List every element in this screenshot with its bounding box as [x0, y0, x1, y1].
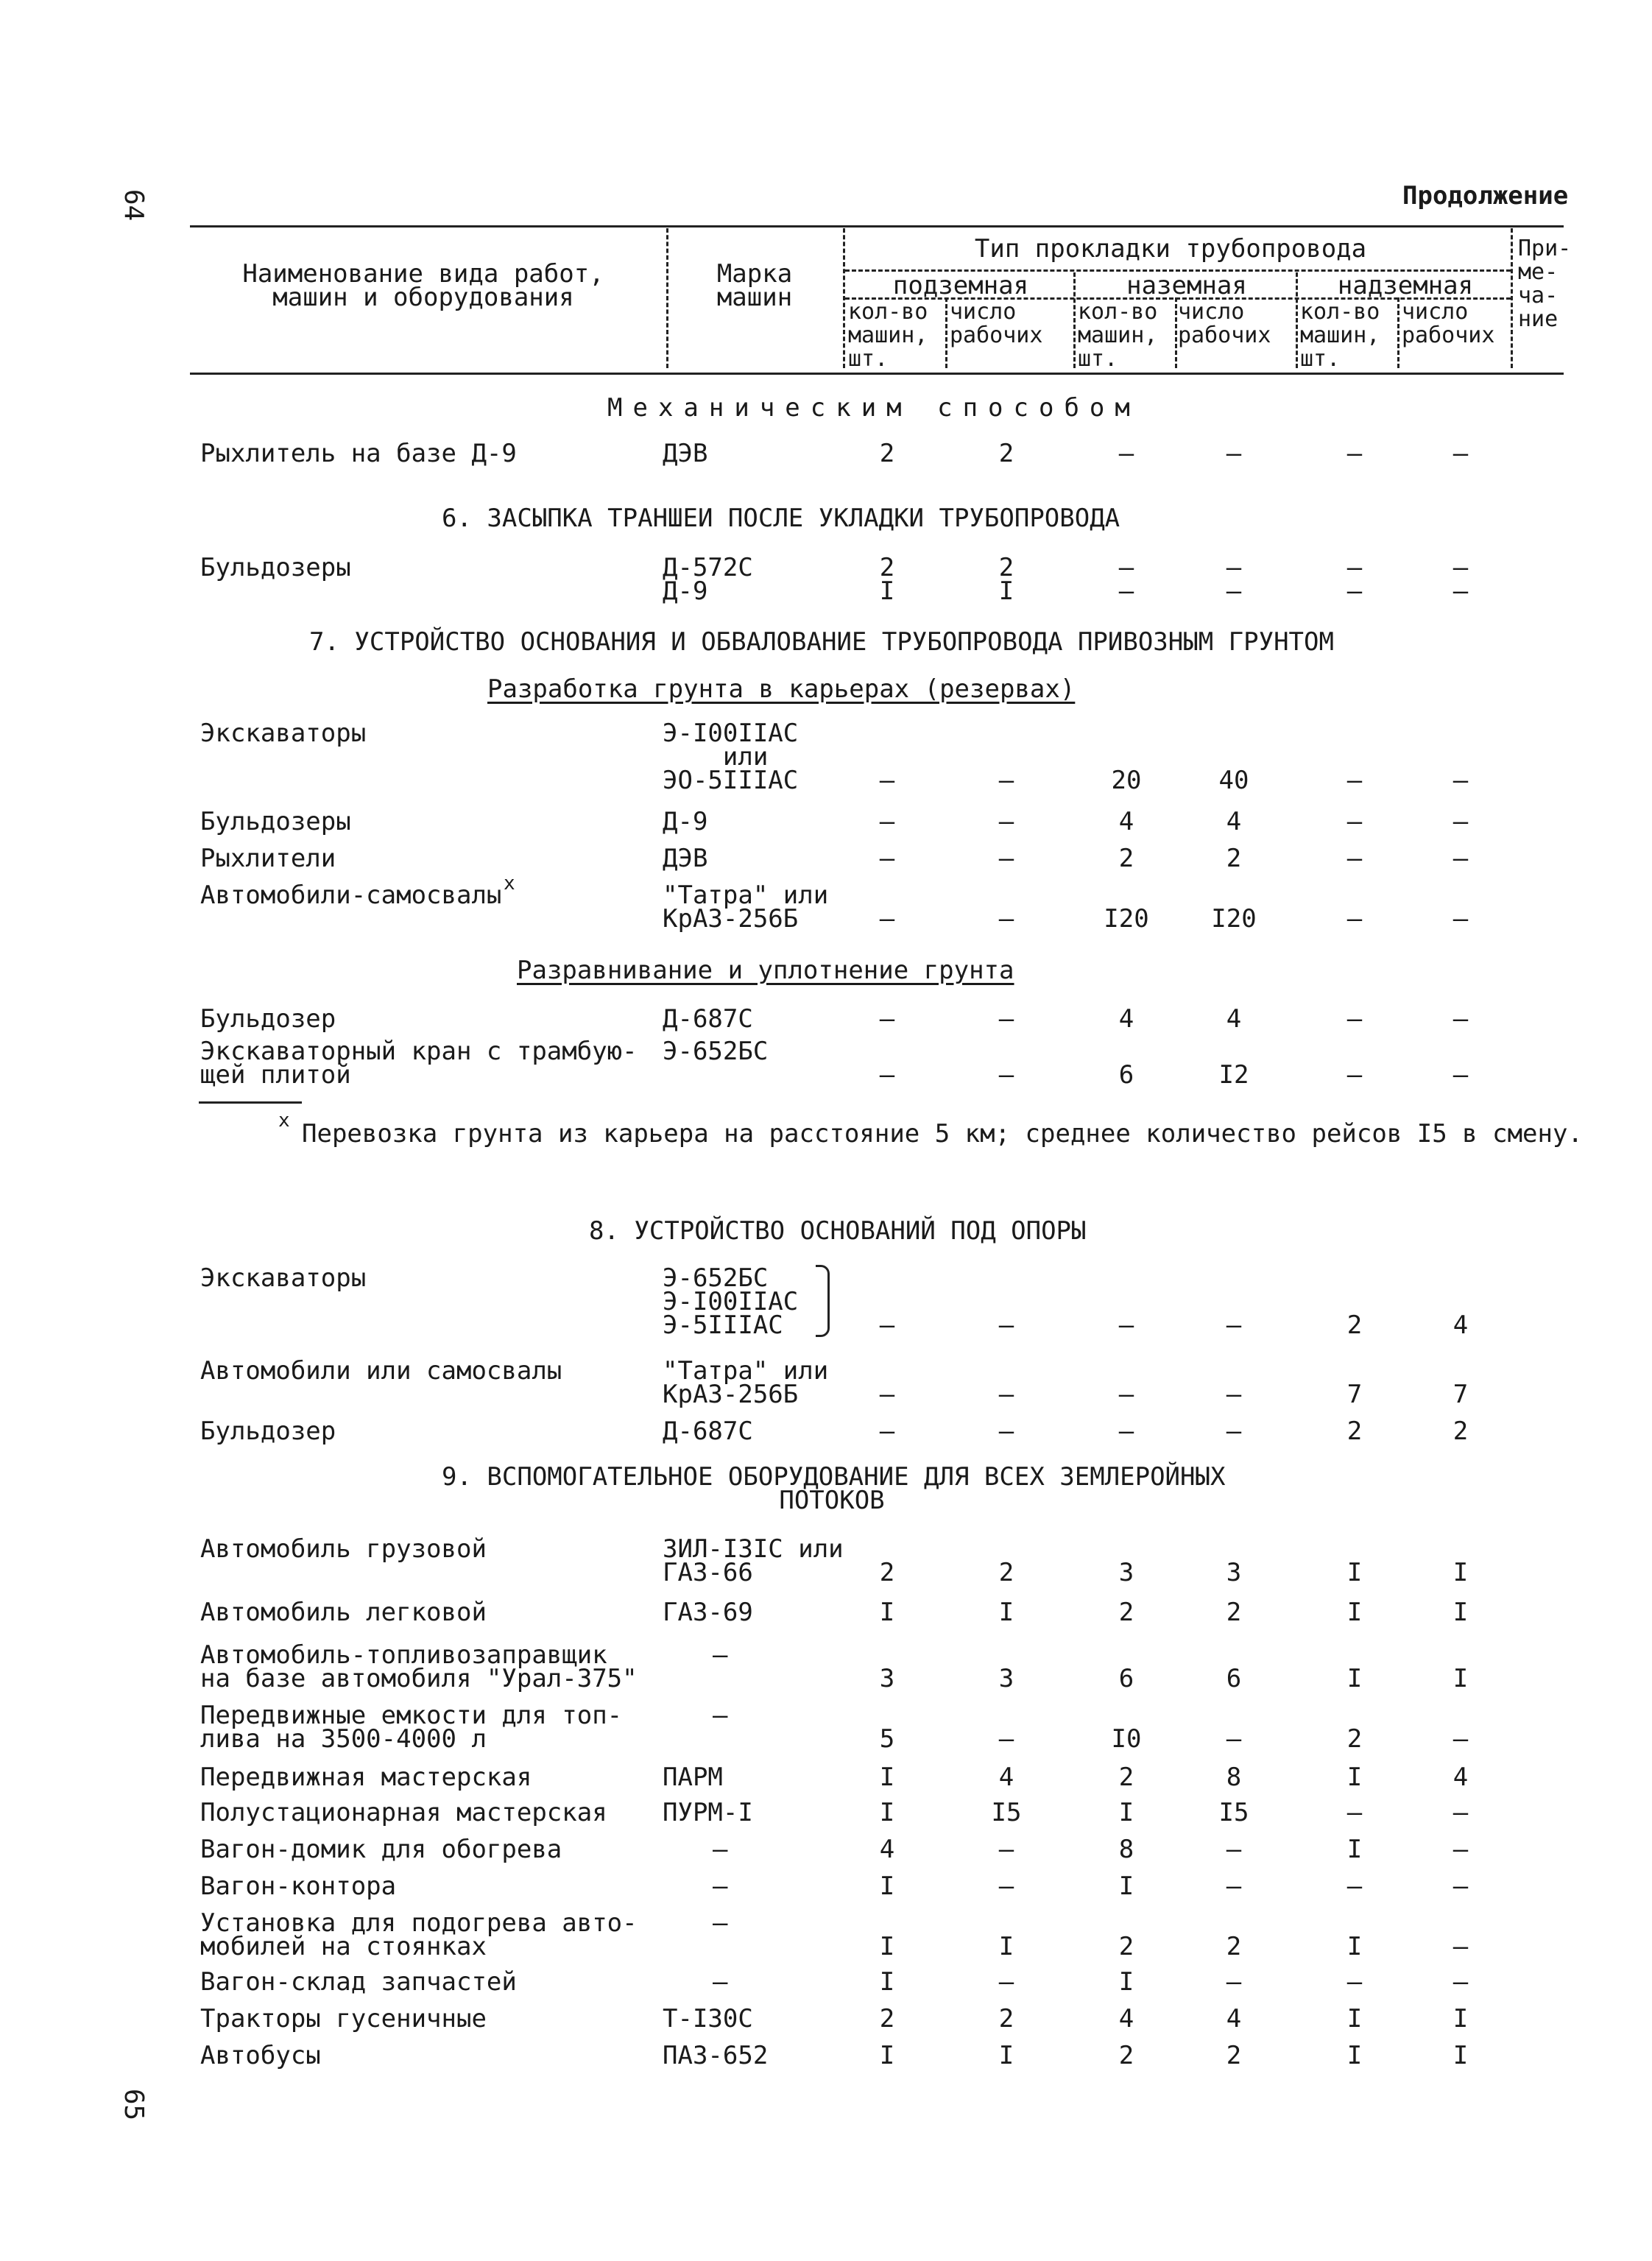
row-value: – [1226, 1380, 1242, 1409]
row-brand: ГАЗ-69 [663, 1598, 753, 1627]
header-divider [1175, 297, 1177, 368]
row-value: 4 [1452, 1311, 1469, 1340]
row-value: I [998, 2041, 1014, 2070]
row-value: 8 [1118, 1835, 1134, 1864]
row-brand: – [713, 1701, 728, 1730]
row-value: – [998, 807, 1014, 836]
row-value: – [998, 1967, 1014, 1997]
row-value: 2 [879, 2004, 895, 2034]
row-name: Установка для подогрева авто- мобилей на стоянках [200, 1908, 638, 1961]
row-value: I [998, 1932, 1014, 1961]
row-name: Экскаваторы [200, 719, 367, 748]
row-value: – [1452, 1724, 1469, 1754]
row-value: 4 [1226, 2004, 1242, 2034]
row-value: – [1452, 844, 1469, 873]
row-name: Бульдозеры [200, 553, 351, 582]
section-mechanical: Механическим способом [607, 393, 1140, 423]
header-qty-3: кол-во машин, шт. [1300, 299, 1380, 372]
row-brand: Т-I30С [663, 2004, 753, 2034]
row-value: I [1346, 2041, 1363, 2070]
row-value: 2 [1226, 1932, 1242, 1961]
row-brand: – [713, 1967, 728, 1997]
row-value: 2 I [998, 553, 1014, 606]
row-value: – [998, 904, 1014, 934]
row-value: 2 [1226, 1598, 1242, 1627]
row-name: Автобусы [200, 2041, 321, 2070]
row-brand: ПУРМ-I [663, 1798, 753, 1827]
row-value: 2 [1452, 1417, 1469, 1446]
row-value: – [879, 1417, 895, 1446]
row-brand: – [713, 1835, 728, 1864]
row-value: 4 [1118, 807, 1134, 836]
row-value: I [1118, 1872, 1134, 1901]
row-value: – [1452, 1798, 1469, 1827]
row-value: 2 [1346, 1724, 1363, 1754]
row-name: Экскаваторный кран с трамбую- щей плитой [200, 1037, 638, 1090]
row-value: 4 [1118, 1004, 1134, 1034]
page-number-top: 64 [119, 188, 149, 222]
header-workers-2: число рабочих [1178, 299, 1271, 348]
header-qty-1: кол-во машин, шт. [848, 299, 928, 372]
row-value: I [879, 1598, 895, 1627]
header-surface: наземная [1126, 271, 1247, 300]
row-value: I [1452, 1558, 1469, 1587]
row-value: 2 [1226, 844, 1242, 873]
row-value: – [998, 1872, 1014, 1901]
row-value: 2 [879, 439, 895, 468]
row-value: 3 [1226, 1558, 1242, 1587]
row-value: – [1452, 1872, 1469, 1901]
row-value: 7 [1452, 1380, 1469, 1409]
row-value: 2 [998, 2004, 1014, 2034]
row-value: I20 [1104, 904, 1149, 934]
row-value: 2 [879, 1558, 895, 1587]
section-9: 9. ВСПОМОГАТЕЛЬНОЕ ОБОРУДОВАНИЕ ДЛЯ ВСЕХ ЗЕМЛЕРОЙНЫХ ПОТОКОВ [442, 1462, 1226, 1515]
row-value: – [1346, 439, 1363, 468]
row-value: – [1118, 1380, 1134, 1409]
row-value: 20 [1111, 766, 1142, 795]
row-value: – – [1226, 553, 1242, 606]
row-value: – [1346, 1967, 1363, 1997]
row-value: 4 [1452, 1763, 1469, 1792]
row-value: I [1346, 2004, 1363, 2034]
row-value: – [1226, 1724, 1242, 1754]
row-value: 2 I [879, 553, 895, 606]
row-value: – [1226, 1967, 1242, 1997]
row-value: I [1346, 1835, 1363, 1864]
row-value: 3 [879, 1664, 895, 1693]
row-value: I [1346, 1664, 1363, 1693]
row-value: 2 [1346, 1311, 1363, 1340]
row-name: Экскаваторы [200, 1263, 367, 1293]
row-value: 4 [1118, 2004, 1134, 2034]
header-divider [1397, 297, 1399, 368]
row-value: – [998, 1380, 1014, 1409]
row-brand: Д-9 [663, 807, 708, 836]
header-divider [1296, 272, 1298, 368]
header-machine-brand: Марка машин [716, 259, 793, 312]
section-7b: Разравнивание и уплотнение грунта [517, 956, 1014, 985]
row-name: Вагон-склад запчастей [200, 1967, 517, 1997]
row-value: – [879, 1311, 895, 1340]
header-workers-1: число рабочих [950, 299, 1043, 348]
footnote-rule [199, 1101, 302, 1104]
row-value: – [1346, 766, 1363, 795]
section-7: 7. УСТРОЙСТВО ОСНОВАНИЯ И ОБВАЛОВАНИЕ ТРУБОПРОВОДА ПРИВОЗНЫМ ГРУНТОМ [309, 627, 1334, 657]
row-value: 4 [879, 1835, 895, 1864]
row-value: 3 [998, 1664, 1014, 1693]
header-divider [945, 297, 947, 368]
row-value: – [879, 1380, 895, 1409]
row-value: 2 [1118, 844, 1134, 873]
row-name: Бульдозер [200, 1417, 336, 1446]
row-value: – [1452, 766, 1469, 795]
row-name: Автомобиль грузовой [200, 1534, 487, 1564]
row-brand: ПАЗ-652 [663, 2041, 769, 2070]
row-value: – [998, 1724, 1014, 1754]
row-value: I [879, 1967, 895, 1997]
row-value: 2 [1118, 1598, 1134, 1627]
row-value: – [998, 1060, 1014, 1090]
row-brand: Д-687С [663, 1417, 753, 1446]
row-value: – [1452, 1967, 1469, 1997]
row-value: – – [1118, 553, 1134, 606]
row-value: 2 [1346, 1417, 1363, 1446]
row-value: I [1346, 1558, 1363, 1587]
row-value: I [879, 1763, 895, 1792]
row-value: – [879, 844, 895, 873]
row-value: – [998, 1417, 1014, 1446]
brace-icon [816, 1265, 830, 1337]
row-value: I [1452, 1664, 1469, 1693]
footnote-text: Перевозка грунта из карьера на расстояние 5 км; среднее количество рейсов I5 в смену. [302, 1119, 1583, 1149]
row-brand: ДЭВ [663, 844, 708, 873]
row-value: – – [1346, 553, 1363, 606]
header-divider [666, 228, 668, 368]
row-value: – [1346, 1004, 1363, 1034]
row-name: Вагон-контора [200, 1872, 397, 1901]
row-value: – – [1452, 553, 1469, 606]
row-value: I [879, 1932, 895, 1961]
row-value: I [1452, 1598, 1469, 1627]
row-value: – [879, 807, 895, 836]
row-value: – [879, 904, 895, 934]
row-value: – [1452, 807, 1469, 836]
row-value: – [1346, 904, 1363, 934]
row-brand: Д-687С [663, 1004, 753, 1034]
header-underground: подземная [892, 271, 1029, 300]
row-brand: Д-572С Д-9 [663, 553, 753, 606]
row-brand: ДЭВ [663, 439, 708, 468]
row-value: I [879, 1872, 895, 1901]
row-value: 7 [1346, 1380, 1363, 1409]
row-value: – [1118, 439, 1134, 468]
row-value: – [1346, 1798, 1363, 1827]
section-8: 8. УСТРОЙСТВО ОСНОВАНИЙ ПОД ОПОРЫ [589, 1216, 1087, 1246]
row-brand: "Татра" или КрАЗ-256Б [663, 1356, 829, 1409]
row-value: 6 [1118, 1060, 1134, 1090]
row-value: 40 [1218, 766, 1249, 795]
row-brand: – [713, 1640, 728, 1670]
row-value: 2 [1226, 2041, 1242, 2070]
row-value: I5 [1218, 1798, 1249, 1827]
row-value: I [1346, 1598, 1363, 1627]
header-divider [1073, 272, 1076, 368]
row-value: – [879, 1004, 895, 1034]
row-value: – [998, 844, 1014, 873]
row-name: Рыхлитель на базе Д-9 [200, 439, 517, 468]
row-value: – [1452, 1060, 1469, 1090]
row-name: Автомобиль-топливозаправщик на базе автомобиля "Урал-375" [200, 1640, 638, 1693]
row-value: 8 [1226, 1763, 1242, 1792]
row-name: Автомобили-самосвалы [200, 881, 502, 910]
row-value: I20 [1211, 904, 1257, 934]
row-value: 2 [1118, 1763, 1134, 1792]
row-value: – [1226, 1872, 1242, 1901]
row-value: I [1118, 1798, 1134, 1827]
row-name: Передвижные емкости для топ- лива на 3500-4000 л [200, 1701, 623, 1754]
row-value: – [998, 766, 1014, 795]
row-value: – [1346, 1872, 1363, 1901]
header-top-rule [190, 225, 1564, 227]
row-value: I [1118, 1967, 1134, 1997]
row-value: I [1346, 1763, 1363, 1792]
header-workers-3: число рабочих [1402, 299, 1495, 348]
row-value: – [998, 1311, 1014, 1340]
header-bottom-rule [190, 373, 1564, 375]
row-brand: Э-I00IIАС или ЭО-5IIIАС [663, 719, 799, 795]
row-brand: – [713, 1872, 728, 1901]
header-note: При- ме- ча- ние [1518, 236, 1572, 332]
section-6: 6. ЗАСЫПКА ТРАНШЕИ ПОСЛЕ УКЛАДКИ ТРУБОПРОВОДА [442, 504, 1120, 533]
row-value: 4 [1226, 1004, 1242, 1034]
header-divider [1511, 228, 1513, 368]
row-value: 4 [998, 1763, 1014, 1792]
row-value: 2 [1118, 1932, 1134, 1961]
row-value: – [1118, 1417, 1134, 1446]
row-value: – [1452, 904, 1469, 934]
row-name: Бульдозер [200, 1004, 336, 1034]
row-brand: Э-652БС [663, 1037, 769, 1066]
row-value: 4 [1226, 807, 1242, 836]
row-value: I [879, 1798, 895, 1827]
row-value: – [879, 1060, 895, 1090]
row-value: – [879, 766, 895, 795]
row-value: 2 [1118, 2041, 1134, 2070]
row-value: 3 [1118, 1558, 1134, 1587]
header-divider [845, 269, 1511, 272]
row-value: – [1452, 1932, 1469, 1961]
footnote-mark: х [278, 1110, 290, 1132]
header-aboveground: надземная [1337, 271, 1474, 300]
row-value: I [1452, 2041, 1469, 2070]
row-value: I [879, 2041, 895, 2070]
row-brand: Э-652БС Э-I00IIАС Э-5IIIАС [663, 1263, 799, 1340]
row-name: Полустационарная мастерская [200, 1798, 607, 1827]
row-value: 5 [879, 1724, 895, 1754]
header-work-name: Наименование вида работ, машин и оборудования [242, 259, 604, 312]
header-qty-2: кол-во машин, шт. [1078, 299, 1158, 372]
row-value: – [1226, 1835, 1242, 1864]
row-value: – [1346, 807, 1363, 836]
row-value: 6 [1226, 1664, 1242, 1693]
row-value: I5 [991, 1798, 1022, 1827]
footnote-ref: х [504, 872, 515, 895]
row-value: I0 [1111, 1724, 1142, 1754]
section-7a: Разработка грунта в карьерах (резервах) [487, 674, 1076, 704]
row-value: I [1346, 1932, 1363, 1961]
row-value: – [1118, 1311, 1134, 1340]
row-value: – [1452, 1004, 1469, 1034]
row-value: I [1452, 2004, 1469, 2034]
row-value: – [1226, 1311, 1242, 1340]
row-name: Рыхлители [200, 844, 336, 873]
row-value: – [998, 1004, 1014, 1034]
row-value: – [1226, 439, 1242, 468]
row-name: Автомобили или самосвалы [200, 1356, 562, 1386]
row-brand: – [713, 1908, 728, 1938]
row-name: Бульдозеры [200, 807, 351, 836]
row-value: – [1346, 844, 1363, 873]
row-brand: "Татра" или КрАЗ-256Б [663, 881, 829, 934]
row-name: Тракторы гусеничные [200, 2004, 487, 2034]
row-value: – [998, 1835, 1014, 1864]
row-value: 2 [998, 1558, 1014, 1587]
row-value: – [1226, 1417, 1242, 1446]
row-value: I [998, 1598, 1014, 1627]
header-pipe-type: Тип прокладки трубопровода [974, 234, 1367, 264]
row-value: I2 [1218, 1060, 1249, 1090]
row-value: 2 [998, 439, 1014, 468]
row-name: Передвижная мастерская [200, 1763, 532, 1792]
row-name: Автомобиль легковой [200, 1598, 487, 1627]
row-value: – [1452, 1835, 1469, 1864]
row-value: 6 [1118, 1664, 1134, 1693]
row-value: – [1452, 439, 1469, 468]
row-brand: ПАРМ [663, 1763, 723, 1792]
row-value: – [1346, 1060, 1363, 1090]
page-number-bottom: 65 [119, 2088, 149, 2121]
row-name: Вагон-домик для обогрева [200, 1835, 562, 1864]
continuation-label: Продолжение [1402, 181, 1569, 211]
row-brand: ЗИЛ-I3IС или ГАЗ-66 [663, 1534, 844, 1587]
